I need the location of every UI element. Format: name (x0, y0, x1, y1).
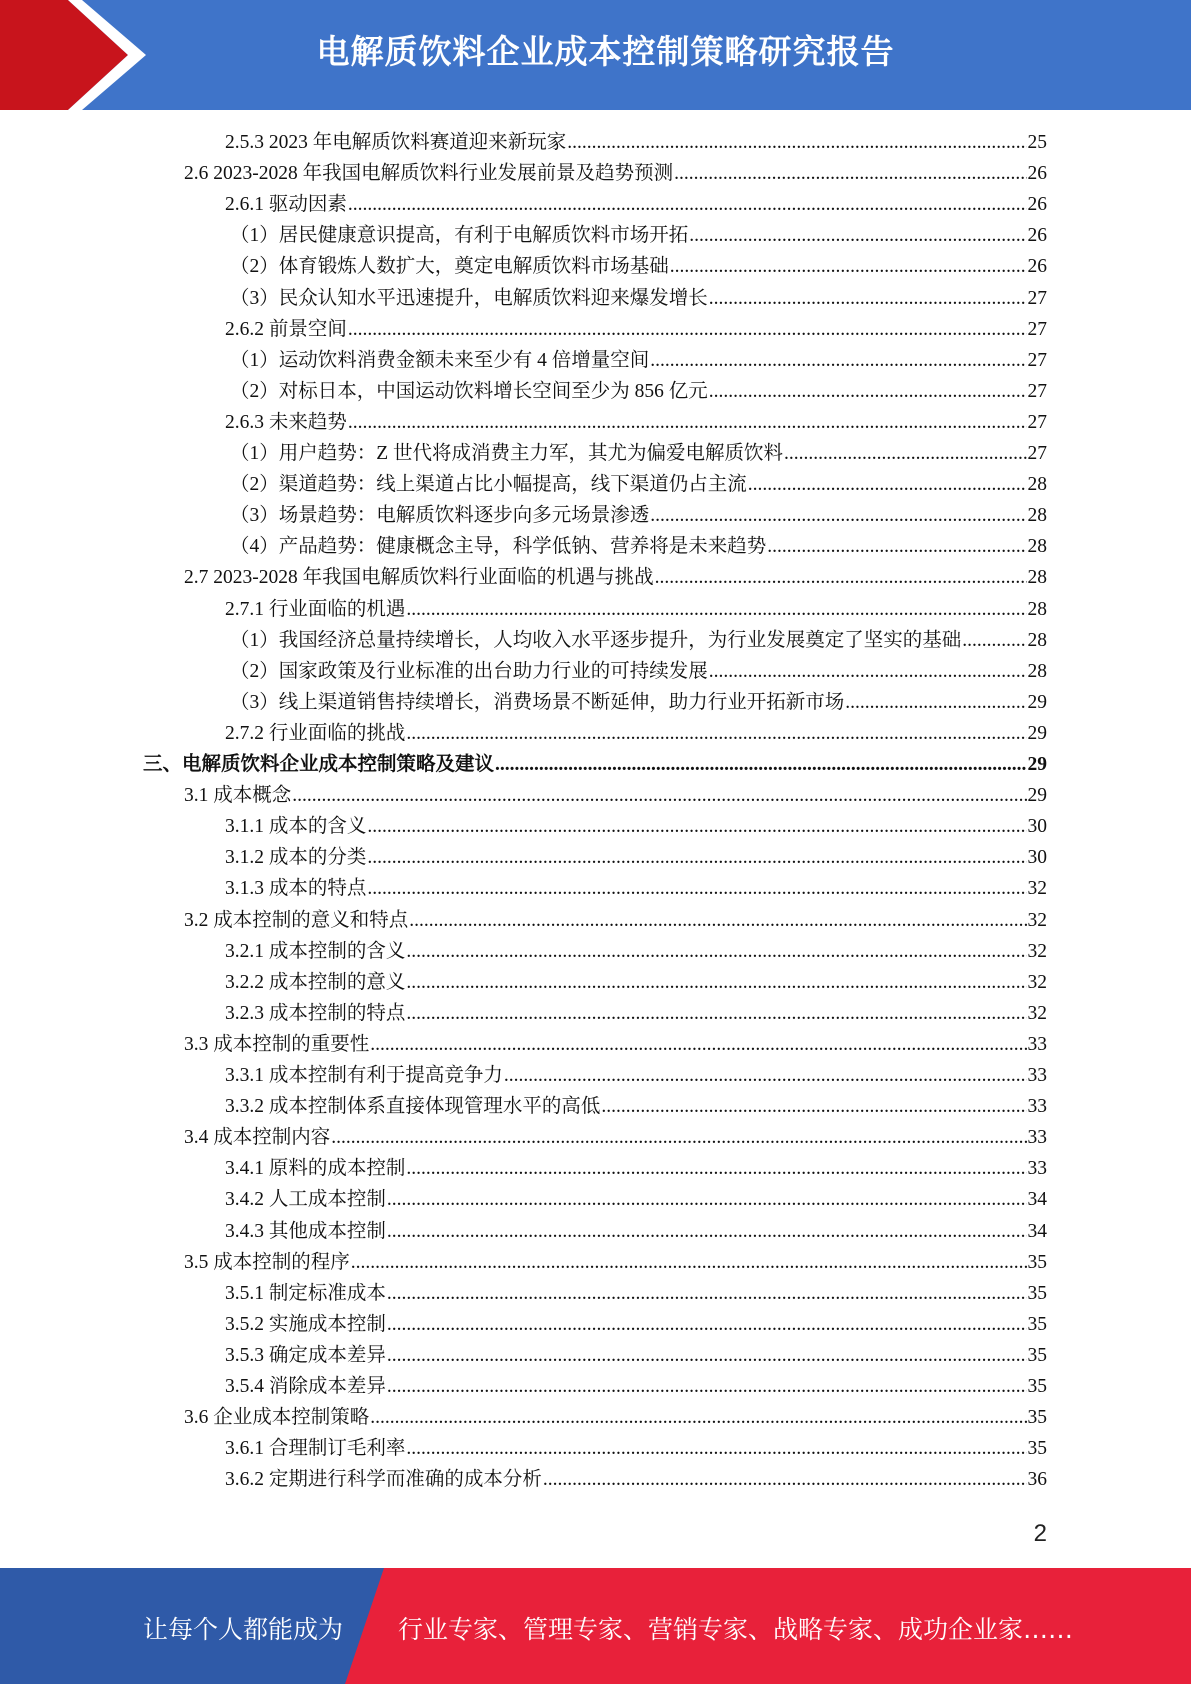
toc-dot-leader (406, 998, 1026, 1029)
toc-entry-title: 3.5.1 制定标准成本 (225, 1283, 386, 1304)
toc-dot-leader (406, 594, 1026, 625)
toc-dot-leader (406, 1433, 1026, 1464)
toc-entry-page: 33 (1027, 1034, 1047, 1055)
toc-dot-leader (351, 1247, 1027, 1278)
toc-entry[interactable] (225, 1153, 1047, 1184)
toc-dot-leader (367, 842, 1026, 873)
toc-dot-leader (348, 314, 1027, 345)
toc-dot-leader (387, 1340, 1027, 1371)
toc-dot-leader (670, 251, 1027, 282)
toc-dot-leader (292, 780, 1026, 811)
toc-dot-leader (348, 189, 1027, 220)
toc-dot-leader (845, 687, 1026, 718)
toc-entry-title: 3.1.3 成本的特点 (225, 878, 367, 899)
toc-entry-title: 3.2 成本控制的意义和特点 (184, 910, 409, 931)
toc-entry-page: 26 (1027, 225, 1047, 246)
toc-entry-page: 36 (1027, 1469, 1047, 1490)
toc-entry-page: 35 (1027, 1252, 1047, 1273)
toc-entry-title: 2.7.2 行业面临的挑战 (225, 723, 406, 744)
toc-entry-title: （4）产品趋势：健康概念主导，科学低钠、营养将是未来趋势 (230, 536, 767, 557)
toc-entry-page: 34 (1027, 1189, 1047, 1210)
toc-entry-title: 2.6.3 未来趋势 (225, 412, 347, 433)
toc-dot-leader (709, 656, 1027, 687)
toc-entry-page: 33 (1027, 1127, 1047, 1148)
toc-entry[interactable] (225, 1464, 1047, 1495)
toc-entry-title: 3.5.3 确定成本差异 (225, 1345, 386, 1366)
toc-entry[interactable] (230, 376, 1047, 407)
toc-entry[interactable] (230, 283, 1047, 314)
toc-entry[interactable] (225, 967, 1047, 998)
toc-entry-page: 35 (1027, 1314, 1047, 1335)
toc-entry[interactable] (225, 1371, 1047, 1402)
toc-entry-page: 32 (1027, 941, 1047, 962)
toc-entry[interactable] (230, 469, 1047, 500)
toc-entry-title: （2）对标日本，中国运动饮料增长空间至少为 856 亿元 (230, 381, 708, 402)
toc-entry-page: 26 (1027, 194, 1047, 215)
toc-entry[interactable] (230, 656, 1047, 687)
toc-entry-title: （1）用户趋势：Z 世代将成消费主力军，其尤为偏爱电解质饮料 (230, 443, 784, 464)
toc-dot-leader (387, 1309, 1027, 1340)
toc-entry-title: 2.6.1 驱动因素 (225, 194, 347, 215)
toc-dot-leader (367, 873, 1026, 904)
toc-entry-page: 28 (1027, 599, 1047, 620)
toc-dot-leader (767, 531, 1026, 562)
toc-entry[interactable] (225, 811, 1047, 842)
toc-entry-title: 3.5.4 消除成本差异 (225, 1376, 386, 1397)
toc-dot-leader (406, 967, 1026, 998)
toc-dot-leader (655, 562, 1027, 593)
toc-entry-page: 30 (1027, 816, 1047, 837)
toc-dot-leader (650, 500, 1026, 531)
toc-entry-page: 35 (1027, 1345, 1047, 1366)
toc-entry-page: 28 (1027, 567, 1047, 588)
toc-entry[interactable] (225, 1091, 1047, 1122)
toc-entry[interactable] (225, 1060, 1047, 1091)
toc-entry-page: 29 (1027, 754, 1047, 775)
toc-entry-title: （3）线上渠道销售持续增长，消费场景不断延伸，助力行业开拓新市场 (230, 692, 845, 713)
toc-entry[interactable] (225, 1184, 1047, 1215)
toc-entry[interactable] (184, 1122, 1047, 1153)
toc-entry-page: 33 (1027, 1065, 1047, 1086)
toc-dot-leader (748, 469, 1027, 500)
toc-entry-title: （3）场景趋势：电解质饮料逐步向多元场景渗透 (230, 505, 650, 526)
toc-entry[interactable] (230, 500, 1047, 531)
toc-entry-page: 27 (1027, 350, 1047, 371)
toc-entry[interactable] (225, 842, 1047, 873)
toc-entry-title: 2.7 2023-2028 年我国电解质饮料行业面临的机遇与挑战 (184, 567, 654, 588)
toc-entry[interactable] (225, 1340, 1047, 1371)
toc-entry-page: 29 (1027, 785, 1047, 806)
toc-dot-leader (504, 1060, 1027, 1091)
toc-entry-page: 26 (1027, 163, 1047, 184)
toc-entry-title: （1）我国经济总量持续增长，人均收入水平逐步提升，为行业发展奠定了坚实的基础 (230, 630, 962, 651)
toc-entry-title: （2）体育锻炼人数扩大，奠定电解质饮料市场基础 (230, 256, 669, 277)
toc-entry-title: 3.6.1 合理制订毛利率 (225, 1438, 406, 1459)
toc-entry-title: 3.1 成本概念 (184, 785, 292, 806)
toc-entry-title: 3.3.1 成本控制有利于提高竞争力 (225, 1065, 503, 1086)
toc-dot-leader (709, 376, 1027, 407)
toc-entry-title: 3.2.1 成本控制的含义 (225, 941, 406, 962)
toc-entry[interactable] (225, 594, 1047, 625)
toc-dot-leader (962, 625, 1026, 656)
toc-entry-title: 2.5.3 2023 年电解质饮料赛道迎来新玩家 (225, 132, 567, 153)
toc-entry-title: （3）民众认知水平迅速提升，电解质饮料迎来爆发增长 (230, 288, 708, 309)
toc-entry[interactable] (184, 158, 1047, 189)
toc-dot-leader (495, 749, 1026, 780)
toc-entry[interactable] (143, 749, 1047, 780)
toc-entry[interactable] (225, 718, 1047, 749)
toc-dot-leader (387, 1371, 1027, 1402)
toc-entry-page: 32 (1027, 910, 1047, 931)
toc-entry[interactable] (184, 1402, 1047, 1433)
toc-entry-title: 3.3 成本控制的重要性 (184, 1034, 370, 1055)
toc-dot-leader (370, 1029, 1026, 1060)
document-title: 电解质饮料企业成本控制策略研究报告 (316, 32, 895, 71)
toc-entry-title: （1）居民健康意识提高，有利于电解质饮料市场开拓 (230, 225, 689, 246)
toc-entry-title: 3.2.3 成本控制的特点 (225, 1003, 406, 1024)
toc-entry-title: 2.7.1 行业面临的机遇 (225, 599, 406, 620)
toc-dot-leader (367, 811, 1026, 842)
toc-entry-title: 3.2.2 成本控制的意义 (225, 972, 406, 993)
toc-entry[interactable] (230, 687, 1047, 718)
toc-entry-title: 3.1.1 成本的含义 (225, 816, 367, 837)
page-footer (0, 1568, 1191, 1684)
toc-entry-page: 28 (1027, 474, 1047, 495)
toc-entry-title: 3.4.2 人工成本控制 (225, 1189, 386, 1210)
toc-entry-page: 28 (1027, 630, 1047, 651)
toc-entry-page: 34 (1027, 1221, 1047, 1242)
toc-dot-leader (370, 1402, 1026, 1433)
toc-dot-leader (601, 1091, 1026, 1122)
toc-entry[interactable] (230, 625, 1047, 656)
toc-entry-title: 2.6 2023-2028 年我国电解质饮料行业发展前景及趋势预测 (184, 163, 674, 184)
page-number: 2 (1033, 1520, 1047, 1547)
toc-entry-page: 27 (1027, 319, 1047, 340)
toc-entry[interactable] (230, 531, 1047, 562)
toc-entry-title: 3.4.1 原料的成本控制 (225, 1158, 406, 1179)
toc-entry-page: 33 (1027, 1158, 1047, 1179)
toc-entry-page: 26 (1027, 256, 1047, 277)
toc-entry[interactable] (225, 936, 1047, 967)
toc-entry-page: 27 (1027, 381, 1047, 402)
toc-entry-page: 30 (1027, 847, 1047, 868)
footer-slogan-right: 行业专家、管理专家、营销专家、战略专家、成功企业家…… (398, 1615, 1074, 1644)
toc-entry-page: 28 (1027, 536, 1047, 557)
toc-entry-page: 35 (1027, 1283, 1047, 1304)
toc-dot-leader (387, 1216, 1027, 1247)
toc-dot-leader (674, 158, 1026, 189)
toc-dot-leader (784, 438, 1026, 469)
toc-dot-leader (406, 936, 1026, 967)
toc-dot-leader (348, 407, 1027, 438)
toc-entry[interactable] (225, 1216, 1047, 1247)
toc-entry-page: 35 (1027, 1438, 1047, 1459)
toc-entry[interactable] (225, 407, 1047, 438)
toc-entry-page: 32 (1027, 972, 1047, 993)
toc-entry[interactable] (230, 438, 1047, 469)
toc-dot-leader (650, 345, 1026, 376)
toc-dot-leader (406, 1153, 1026, 1184)
toc-entry[interactable] (225, 1309, 1047, 1340)
toc-entry-title: 3.3.2 成本控制体系直接体现管理水平的高低 (225, 1096, 601, 1117)
toc-dot-leader (689, 220, 1026, 251)
toc-entry[interactable] (225, 873, 1047, 904)
page-header (0, 0, 1191, 110)
toc-entry[interactable] (225, 1278, 1047, 1309)
toc-entry[interactable] (184, 780, 1047, 811)
toc-dot-leader (409, 905, 1026, 936)
toc-entry-title: 3.6.2 定期进行科学而准确的成本分析 (225, 1469, 542, 1490)
toc-entry-page: 32 (1027, 1003, 1047, 1024)
toc-entry[interactable] (230, 345, 1047, 376)
toc-entry[interactable] (184, 1247, 1047, 1278)
toc-entry-title: 2.6.2 前景空间 (225, 319, 347, 340)
toc-entry-page: 35 (1027, 1407, 1047, 1428)
toc-entry[interactable] (225, 127, 1047, 158)
toc-dot-leader (331, 1122, 1026, 1153)
toc-dot-leader (709, 283, 1027, 314)
toc-dot-leader (387, 1184, 1027, 1215)
toc-entry-title: 三、电解质饮料企业成本控制策略及建议 (143, 754, 495, 775)
toc-entry-page: 29 (1027, 723, 1047, 744)
toc-dot-leader (406, 718, 1026, 749)
toc-entry[interactable] (184, 562, 1047, 593)
toc-entry-title: 3.5.2 实施成本控制 (225, 1314, 386, 1335)
toc-entry-page: 29 (1027, 692, 1047, 713)
toc-entry-page: 35 (1027, 1376, 1047, 1397)
toc-entry-title: 3.4.3 其他成本控制 (225, 1221, 386, 1242)
toc-entry[interactable] (230, 220, 1047, 251)
toc-entry-page: 28 (1027, 661, 1047, 682)
toc-entry-title: 3.1.2 成本的分类 (225, 847, 367, 868)
toc-entry-title: 3.6 企业成本控制策略 (184, 1407, 370, 1428)
toc-entry-title: （2）国家政策及行业标准的出台助力行业的可持续发展 (230, 661, 708, 682)
toc-entry[interactable] (225, 998, 1047, 1029)
toc-entry-page: 27 (1027, 412, 1047, 433)
toc-entry-page: 28 (1027, 505, 1047, 526)
toc-dot-leader (543, 1464, 1027, 1495)
footer-slogan-left: 让每个人都能成为 (143, 1615, 344, 1644)
toc-entry[interactable] (225, 1433, 1047, 1464)
toc-entry-page: 25 (1027, 132, 1047, 153)
toc-entry-title: 3.5 成本控制的程序 (184, 1252, 350, 1273)
toc-entry[interactable] (230, 251, 1047, 282)
toc-entry[interactable] (225, 314, 1047, 345)
toc-entry[interactable] (184, 1029, 1047, 1060)
toc-entry-title: 3.4 成本控制内容 (184, 1127, 331, 1148)
toc-entry[interactable] (184, 905, 1047, 936)
toc-entry-page: 27 (1027, 288, 1047, 309)
toc-dot-leader (567, 127, 1026, 158)
toc-entry-page: 27 (1027, 443, 1047, 464)
toc-entry-title: （2）渠道趋势：线上渠道占比小幅提高，线下渠道仍占主流 (230, 474, 747, 495)
toc-entry[interactable] (225, 189, 1047, 220)
toc-entry-page: 32 (1027, 878, 1047, 899)
toc-entry-title: （1）运动饮料消费金额未来至少有 4 倍增量空间 (230, 350, 650, 371)
toc-entry-page: 33 (1027, 1096, 1047, 1117)
toc-dot-leader (387, 1278, 1027, 1309)
